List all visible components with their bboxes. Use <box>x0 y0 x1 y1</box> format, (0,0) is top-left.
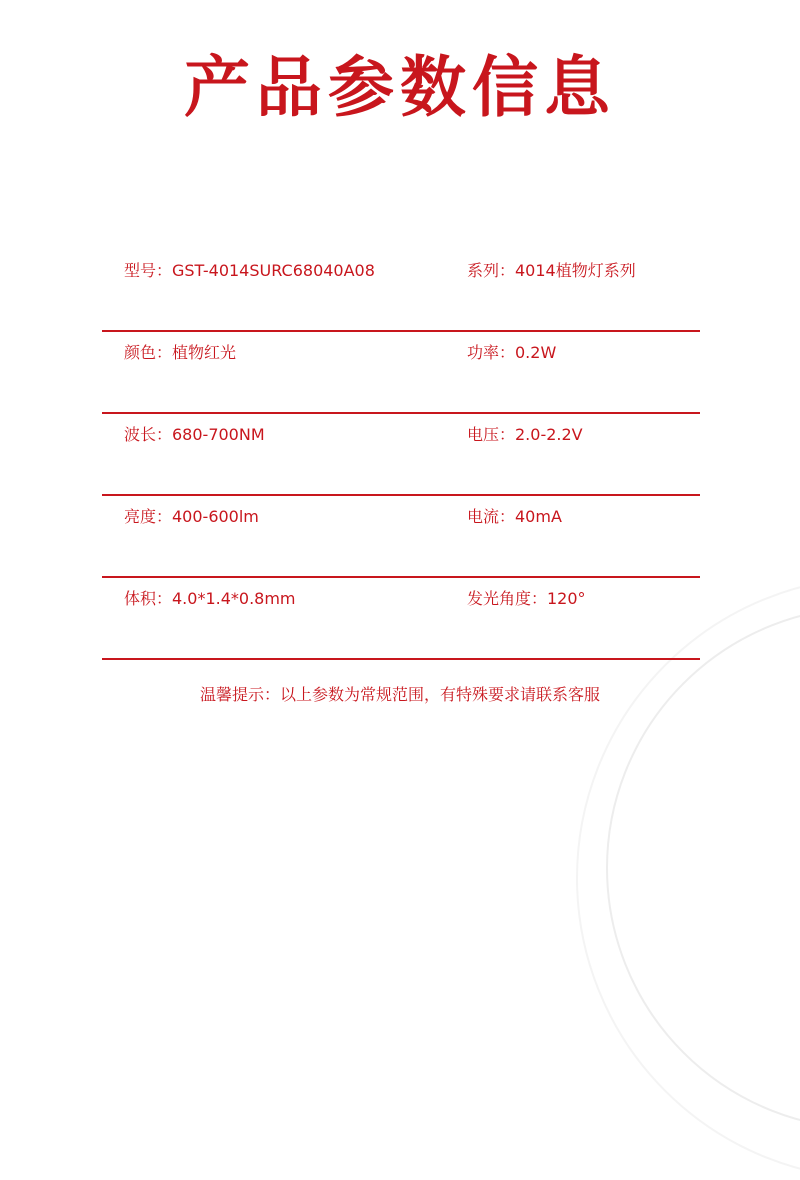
spec-wavelength: 波长：680-700NM <box>124 425 265 444</box>
notice-text: 温馨提示：以上参数为常规范围，有特殊要求请联系客服 <box>199 685 600 704</box>
spec-row <box>102 414 700 496</box>
spec-table <box>102 250 700 660</box>
spec-brightness: 亮度：400-600lm <box>124 507 259 526</box>
spec-row <box>102 496 700 578</box>
spec-row <box>102 578 700 660</box>
spec-voltage: 电压：2.0-2.2V <box>467 425 583 444</box>
spec-current: 电流：40mA <box>467 507 562 526</box>
spec-power: 功率：0.2W <box>467 343 557 362</box>
spec-size: 体积：4.0*1.4*0.8mm <box>124 589 296 608</box>
page-title: 产品参数信息 <box>184 49 616 126</box>
spec-beam-angle: 发光角度：120° <box>467 589 586 608</box>
spec-color: 颜色：植物红光 <box>124 343 237 362</box>
spec-series: 系列：4014植物灯系列 <box>467 261 636 280</box>
spec-row <box>102 250 700 332</box>
spec-row <box>102 332 700 414</box>
spec-model: 型号：GST-4014SURC68040A08 <box>124 261 375 280</box>
